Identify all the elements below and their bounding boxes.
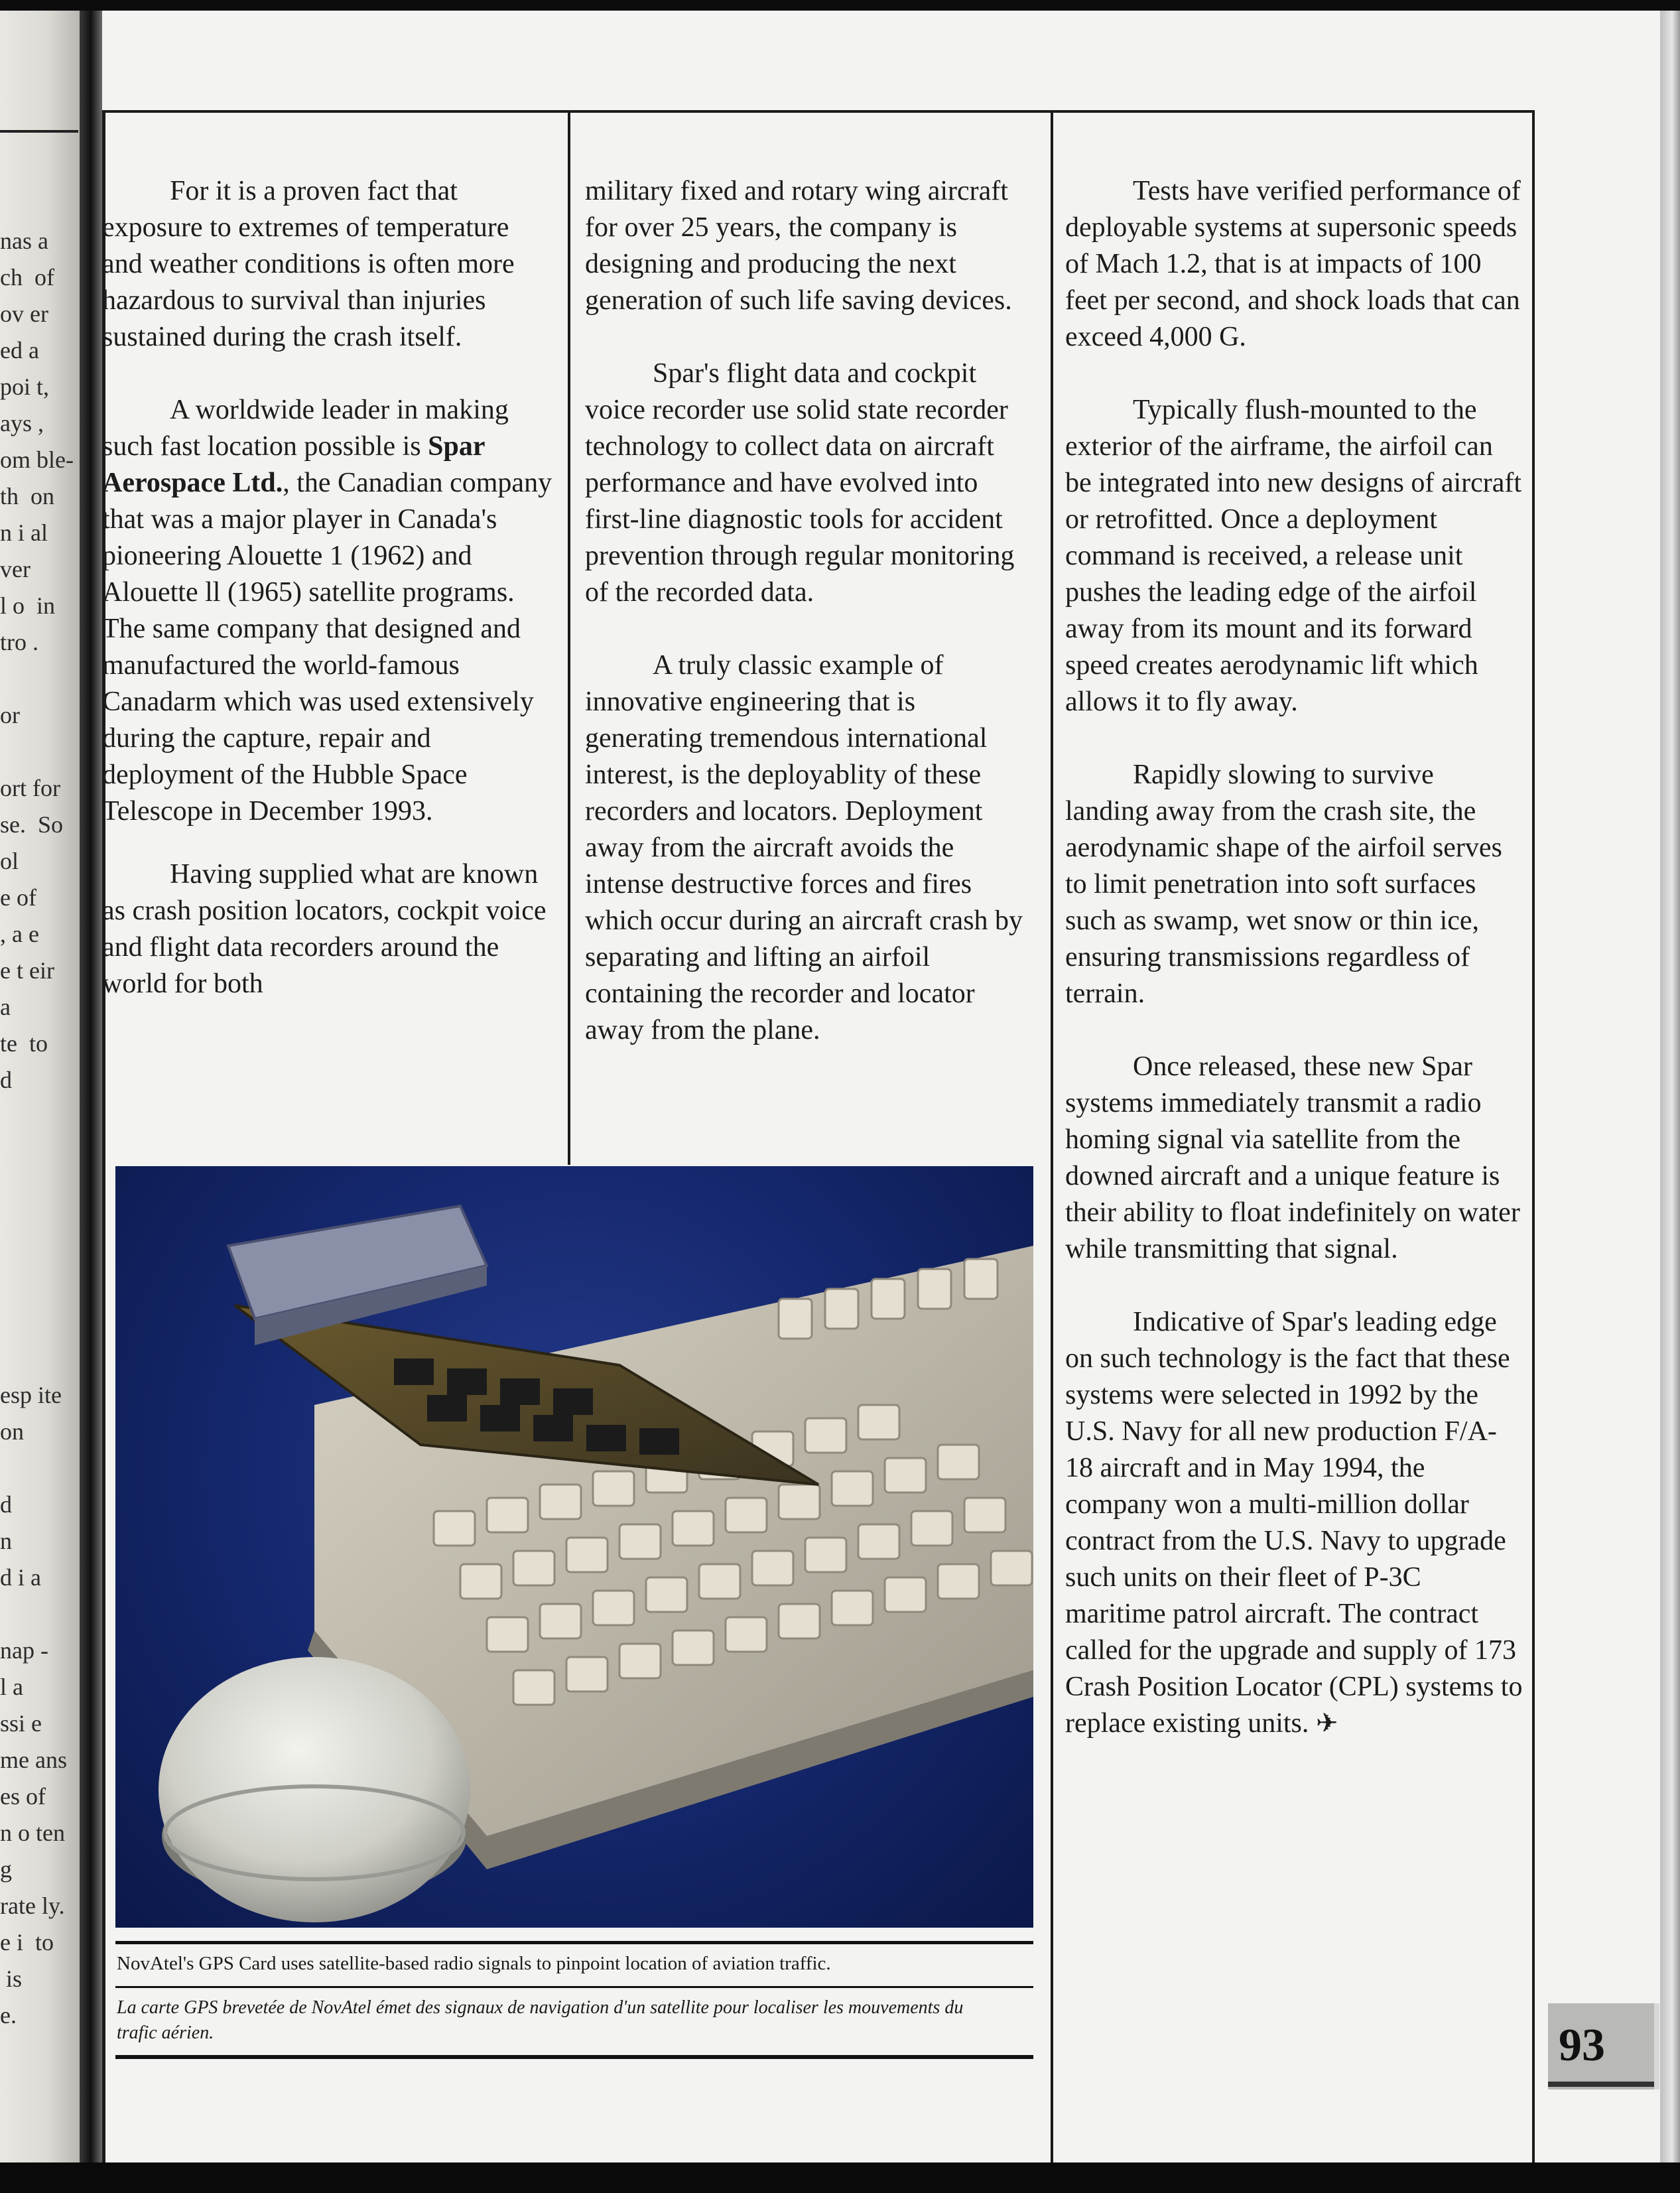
page-tab-rule — [1548, 2082, 1654, 2087]
paragraph-text: Indicative of Spar's leading edge on such technology is the fact that these systems were selected in 1992 by the U.S. Navy for all new production F/A-18 aircraft and in May 1994, the company won a multi-million dollar contract from the U.S. Navy to upgrade such units on their fleet of P-3C maritime patrol aircraft. The contract called for the upgrade and supply of 173 Crash Position Locator (CPL) systems to replace existing units. — [1065, 1307, 1523, 1739]
facing-page-rule — [0, 130, 78, 133]
facing-page-text-fragment: d — [0, 1491, 12, 1518]
article-column-3 — [1065, 173, 1523, 1778]
column-divider-1 — [568, 110, 570, 1165]
bottom-edge — [0, 2162, 1680, 2193]
facing-page-text-fragment: d — [0, 1067, 12, 1093]
facing-page-text-fragment: ssi e — [0, 1710, 42, 1737]
paragraph: Rapidly slowing to survive landing away from the crash site, the aerodynamic shape of the airfoil serves to limit penetration into soft surfaces such as swamp, wet snow or thin ice, ensuring transmissions regardless of terrain. — [1065, 760, 1502, 1009]
facing-page-text-fragment: esp ite — [0, 1382, 62, 1408]
facing-page-text-fragment: ov er — [0, 300, 48, 327]
paragraph: Having supplied what are known as crash position locators, cockpit voice and flight data recorders around the world for both — [102, 859, 547, 999]
magazine-page — [102, 11, 1660, 2162]
facing-page-text-fragment: g — [0, 1856, 12, 1883]
page-edge-right — [1660, 11, 1680, 2162]
facing-page-text-fragment: e t eir — [0, 957, 54, 984]
facing-page-text-fragment: a — [0, 994, 11, 1020]
facing-page-text-fragment: n — [0, 1528, 12, 1554]
paragraph: military fixed and rotary wing aircraft for over 25 years, the company is designing and producing the next generation of such life saving devices. — [585, 176, 1012, 316]
facing-page-text-fragment: es of — [0, 1783, 46, 1810]
facing-page-text-fragment: n o ten — [0, 1820, 65, 1846]
paragraph-text: , the Canadian company that was a major player in Canada's pioneering Alouette 1 (1962) and Alouette ll (1965) satellite programs. The same company that designed and manufactured the world-famous Canadarm which was used extensively during the capture, repair and deployment of the Hubble Space Telescope in December 1993. — [102, 468, 552, 827]
paragraph: Once released, these new Spar systems immediately transmit a radio homing signal via satellite from the downed aircraft and a unique feature is their ability to float indefinitely on water while transmitting that signal. — [1065, 1051, 1520, 1264]
paragraph: Tests have verified performance of deployable systems at supersonic speeds of Mach 1.2, that is at impacts of 100 feet per second, and shock loads that can exceed 4,000 G. — [1065, 176, 1521, 352]
page-number: 93 — [1559, 2020, 1605, 2071]
top-edge — [0, 0, 1680, 11]
page-number-tab — [1548, 2003, 1659, 2090]
facing-page-text-fragment: om ble- — [0, 446, 74, 473]
facing-page-text-fragment: l a — [0, 1674, 23, 1700]
facing-page-text-fragment: ort for — [0, 775, 60, 801]
facing-page-text-fragment: tro . — [0, 629, 38, 655]
facing-page-text-fragment: d i a — [0, 1564, 41, 1591]
caption-rule-bottom — [115, 2055, 1033, 2059]
facing-page-text-fragment: l o in — [0, 592, 56, 619]
facing-page-text-fragment: ver — [0, 556, 31, 582]
article-column-2 — [585, 173, 1036, 1085]
facing-page-text-fragment: ays , — [0, 410, 44, 436]
caption-rule-middle — [115, 1986, 1033, 1988]
facing-page-text-fragment: nas a — [0, 228, 48, 254]
facing-page-text-fragment: se. So — [0, 811, 64, 838]
facing-page-text-fragment: is — [0, 1965, 23, 1992]
photo-caption-english: NovAtel's GPS Card uses satellite-based radio signals to pinpoint location of aviation traffic. — [117, 1953, 831, 1974]
facing-page-text-fragment: th on — [0, 483, 55, 509]
paragraph-text: A worldwide leader in making such fast location possible is — [102, 395, 509, 462]
paragraph — [1065, 1304, 1523, 1742]
facing-page-text-fragment: e i to — [0, 1929, 54, 1956]
company-name: Spar Aerospace Ltd. — [102, 431, 485, 498]
facing-page-fragment — [0, 11, 80, 2162]
facing-page-text-fragment: or — [0, 702, 20, 728]
paragraph: A truly classic example of innovative engineering that is generating tremendous international interest, is the deployablity of these recorders and locators. Deployment away from the aircraft avoids the intense destructive forces and fires which occur during an aircraft crash by separating and lifting an airfoil containing the recorder and locator away from the plane. — [585, 650, 1023, 1045]
photo-caption-french: La carte GPS brevetée de NovAtel émet des signaux de navigation d'un satellite pour localiser les mouvements du trafic aérien. — [117, 1997, 964, 2043]
frame-right-line — [1532, 110, 1535, 2162]
frame-top-line — [102, 110, 1535, 113]
facing-page-text-fragment: te to — [0, 1030, 48, 1057]
facing-page-text-fragment: poi t, — [0, 373, 50, 400]
facing-page-text-fragment: ch of — [0, 264, 54, 291]
facing-page-text-fragment: e. — [0, 2002, 17, 2028]
column-divider-2 — [1051, 110, 1053, 2162]
facing-page-text-fragment: rate ly. — [0, 1893, 65, 1919]
facing-page-text-fragment: n i al — [0, 519, 48, 546]
antenna-dome — [159, 1657, 470, 1922]
caption-rule-top — [115, 1941, 1033, 1944]
facing-page-text-fragment: on — [0, 1418, 24, 1445]
facing-page-text-fragment: e of — [0, 884, 36, 911]
paragraph: For it is a proven fact that exposure to extremes of temperature and weather conditions is often more hazardous to survival than injuries sustained during the crash itself. — [102, 176, 515, 352]
photo-illustration — [115, 1166, 1033, 1928]
paragraph — [102, 392, 553, 830]
facing-page-text-fragment: ol — [0, 848, 19, 874]
book-gutter — [80, 11, 102, 2162]
facing-page-text-fragment: , a e — [0, 921, 39, 947]
gps-card-photo — [115, 1166, 1033, 1928]
article-column-1 — [102, 173, 553, 1039]
facing-page-text-fragment: ed a — [0, 337, 39, 364]
facing-page-text-fragment: nap - — [0, 1637, 48, 1664]
facing-page-text-fragment: me ans — [0, 1747, 67, 1773]
paragraph: Typically flush-mounted to the exterior of the airframe, the airfoil can be integrated into new designs of aircraft or retrofitted. Once a deployment command is received, a release unit pushes the leading edge of the airfoil away from its mount and its forward speed creates aerodynamic lift which allows it to fly away. — [1065, 395, 1522, 717]
paragraph: Spar's flight data and cockpit voice recorder use solid state recorder technology to collect data on aircraft performance and have evolved into first-line diagnostic tools for accident prevention through regular monitoring of the recorded data. — [585, 358, 1015, 608]
airplane-icon: ✈ — [1315, 1708, 1338, 1739]
